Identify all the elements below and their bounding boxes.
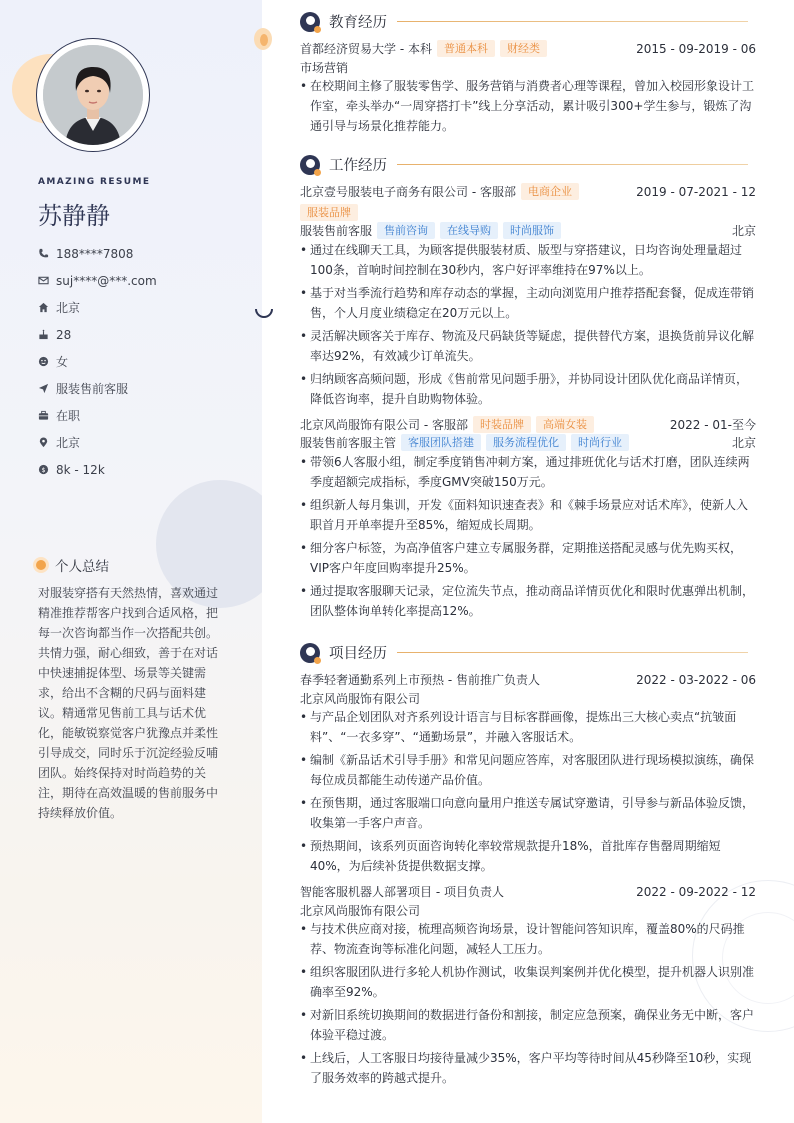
sidebar — [0, 0, 262, 1123]
job-1-period: 2019 - 07-2021 - 12 — [636, 184, 756, 199]
job-1-tag-row — [300, 204, 756, 221]
job-2-bullets — [300, 452, 756, 624]
info-gender — [38, 348, 157, 375]
role-tag: 服务流程优化 — [486, 434, 566, 451]
svg-text:$: $ — [41, 465, 46, 474]
list-item: • 上线后，人工客服日均接待量减少35%，客户平均等待时间从45秒降至10秒，实现了服务效率的跨越式提升。 — [300, 1048, 756, 1088]
salary-icon — [38, 464, 49, 475]
phone-icon — [38, 248, 49, 259]
list-item: • 对新旧系统切换期间的数据进行备份和割接，制定应急预案，确保业务无中断，客户体验平稳过渡。 — [300, 1005, 756, 1045]
education-title: 教育经历 — [329, 15, 387, 31]
section-icon — [300, 155, 320, 175]
list-item: • 与产品企划团队对齐系列设计语言与目标客群画像，提炼出三大核心卖点“抗皱面料”、“一衣多穿”、“通勤场景”，并融入客服话术。 — [300, 707, 756, 747]
project-2-org-row — [300, 902, 756, 919]
info-age-text: 28 — [56, 327, 72, 342]
role-tag: 售前咨询 — [377, 222, 435, 239]
gender-icon — [38, 356, 49, 367]
list-item: • 带领6人客服小组，制定季度销售冲刺方案，通过排班优化与话术打磨，团队连续两季度超额完成指标，季度GMV突破150万元。 — [300, 452, 756, 492]
send-icon — [38, 383, 49, 394]
list-item: • 细分客户标签，为高净值客户建立专属服务群，定期推送搭配灵感与优先购买权，VIP客户年度回购率提升25%。 — [300, 538, 756, 578]
decorative-dot — [260, 34, 268, 46]
work-section-header — [300, 154, 748, 175]
list-item: • 灵活解决顾客关于库存、物流及尺码缺货等疑虑，提供替代方案，退换货前异议化解率达92%，有效减少订单流失。 — [300, 326, 756, 366]
project-2-org: 北京风尚服饰有限公司 — [300, 904, 421, 918]
info-email-text: suj****@***.com — [56, 273, 157, 288]
job-1-company: 北京壹号服装电子商务有限公司 - 客服部 — [300, 185, 516, 199]
school-tag: 财经类 — [500, 40, 547, 57]
role-tag: 时尚行业 — [571, 434, 629, 451]
info-age — [38, 321, 157, 348]
list-item: • 编制《新品话术引导手册》和常见问题应答库，对客服团队进行现场模拟演练，确保每位成员都能生动传递产品价值。 — [300, 750, 756, 790]
education-header — [300, 40, 756, 57]
info-location-text: 北京 — [56, 436, 81, 450]
job-1-role-row — [300, 222, 756, 239]
home-icon — [38, 302, 49, 313]
list-item: • 通过提取客服聊天记录，定位流失节点，推动商品详情页优化和限时优惠弹出机制，团队整体询单转化率提高12%。 — [300, 581, 756, 621]
list-item: • 基于对当季流行趋势和库存动态的掌握，主动向浏览用户推荐搭配套餐，促成连带销售，个人月度业绩稳定在20万元以上。 — [300, 283, 756, 323]
candidate-name: 苏静静 — [38, 202, 110, 230]
cake-icon — [38, 329, 49, 340]
info-email — [38, 267, 157, 294]
company-tag: 时装品牌 — [473, 416, 531, 433]
job-2-role: 服装售前客服主管 — [300, 436, 397, 450]
job-1-city: 北京 — [731, 224, 756, 238]
school-tag: 普通本科 — [437, 40, 495, 57]
section-divider — [397, 652, 748, 653]
location-icon — [38, 437, 49, 448]
education-section-header — [300, 11, 748, 32]
role-tag: 客服团队搭建 — [401, 434, 481, 451]
contact-info-list — [38, 240, 157, 483]
education-major: 市场营销 — [300, 61, 349, 75]
project-2-bullets — [300, 919, 756, 1091]
list-item: • 组织客服团队进行多轮人机协作测试，收集误判案例并优化模型，提升机器人识别准确率至92%。 — [300, 962, 756, 1002]
project-2-header — [300, 883, 756, 900]
job-2-header — [300, 416, 756, 433]
job-2-city: 北京 — [731, 436, 756, 450]
list-item: • 通过在线聊天工具，为顾客提供服装材质、版型与穿搭建议，日均咨询处理量超过100条，首响时间控制在30秒内，客户好评率维持在97%以上。 — [300, 240, 756, 280]
project-1-header — [300, 671, 756, 688]
summary-text: 对服装穿搭有天然热情，喜欢通过精准推荐帮客户找到合适风格，把每一次咨询都当作一次搭配共创。共情力强，耐心细致，善于在对话中快速捕捉体型、场景等关键需求，给出不含糊的尺码与面料建议。精通常见售前工具与话术优化，能敏锐察觉客户犹豫点并柔性引导成交，同时乐于沉淀经验反哺团队。始终保持对时尚趋势的关注，期待在高效温暖的售前服务中持续释放价值。 — [38, 586, 219, 820]
job-1-bullets — [300, 240, 756, 412]
avatar-frame — [36, 38, 150, 152]
job-2-company: 北京风尚服饰有限公司 - 客服部 — [300, 418, 468, 432]
work-title: 工作经历 — [329, 158, 387, 174]
project-2-name: 智能客服机器人部署项目 - 项目负责人 — [300, 885, 504, 899]
project-1-name: 春季轻奢通勤系列上市预热 - 售前推广负责人 — [300, 673, 540, 687]
project-1-org-row — [300, 690, 756, 707]
info-home-text: 北京 — [56, 301, 81, 315]
role-tag: 时尚服饰 — [503, 222, 561, 239]
summary-title: 个人总结 — [55, 559, 109, 575]
resume-tagline: AMAZING RESUME — [38, 177, 151, 187]
education-period: 2015 - 09-2019 - 06 — [636, 41, 756, 56]
school-name: 首都经济贸易大学 - 本科 — [300, 42, 432, 56]
section-divider — [397, 21, 748, 22]
company-tag: 服装品牌 — [300, 204, 358, 221]
info-position-text: 服装售前客服 — [56, 382, 129, 396]
job-1-header — [300, 183, 756, 200]
projects-section-header — [300, 642, 748, 663]
info-salary — [38, 456, 157, 483]
section-icon — [300, 643, 320, 663]
summary-heading — [36, 555, 109, 575]
job-2-role-row — [300, 434, 756, 451]
projects-title: 项目经历 — [329, 646, 387, 662]
info-status-text: 在职 — [56, 409, 81, 423]
company-tag: 电商企业 — [521, 183, 579, 200]
list-item: • 归纳顾客高频问题，形成《售前常见问题手册》，并协同设计团队优化商品详情页，降低咨询率，提升自助购物体验。 — [300, 369, 756, 409]
education-bullets — [300, 76, 756, 139]
section-icon — [300, 12, 320, 32]
company-tag: 高端女装 — [536, 416, 594, 433]
list-item: • 预热期间，该系列页面咨询转化率较常规款提升18%，首批库存售罄周期缩短40%，为后续补货提供数据支撑。 — [300, 836, 756, 876]
info-location — [38, 429, 157, 456]
info-phone — [38, 240, 157, 267]
list-item: • 组织新人每月集训，开发《面料知识速查表》和《棘手场景应对话术库》，使新人入职首月开单率提升至85%，缩短成长周期。 — [300, 495, 756, 535]
education-major-row — [300, 59, 756, 76]
job-1-role: 服装售前客服 — [300, 224, 373, 238]
job-2-period: 2022 - 01-至今 — [669, 418, 756, 432]
avatar-portrait-icon — [43, 45, 143, 145]
info-home — [38, 294, 157, 321]
list-item: • 在校期间主修了服装零售学、服务营销与消费者心理等课程，曾加入校园形象设计工作室，牵头举办“一周穿搭打卡”线上分享活动，累计吸引300+学生参与，锻炼了沟通引导与场景化推荐能力。 — [300, 76, 756, 136]
section-divider — [397, 164, 748, 165]
email-icon — [38, 275, 49, 286]
project-2-period: 2022 - 09-2022 - 12 — [636, 884, 756, 899]
info-phone-text: 188****7808 — [56, 246, 134, 261]
info-position — [38, 375, 157, 402]
briefcase-icon — [38, 410, 49, 421]
project-1-period: 2022 - 03-2022 - 06 — [636, 672, 756, 687]
list-item: • 与技术供应商对接，梳理高频咨询场景，设计智能问答知识库，覆盖80%的尺码推荐、物流查询等标准化问题，减轻人工压力。 — [300, 919, 756, 959]
project-1-org: 北京风尚服饰有限公司 — [300, 692, 421, 706]
summary-dot-icon — [36, 560, 46, 570]
avatar — [43, 45, 143, 145]
info-gender-text: 女 — [56, 355, 69, 369]
list-item: • 在预售期，通过客服端口向意向量用户推送专属试穿邀请，引导参与新品体验反馈，收集第一手客户声音。 — [300, 793, 756, 833]
project-1-bullets — [300, 707, 756, 879]
info-status — [38, 402, 157, 429]
role-tag: 在线导购 — [440, 222, 498, 239]
info-salary-text: 8k - 12k — [56, 462, 105, 477]
